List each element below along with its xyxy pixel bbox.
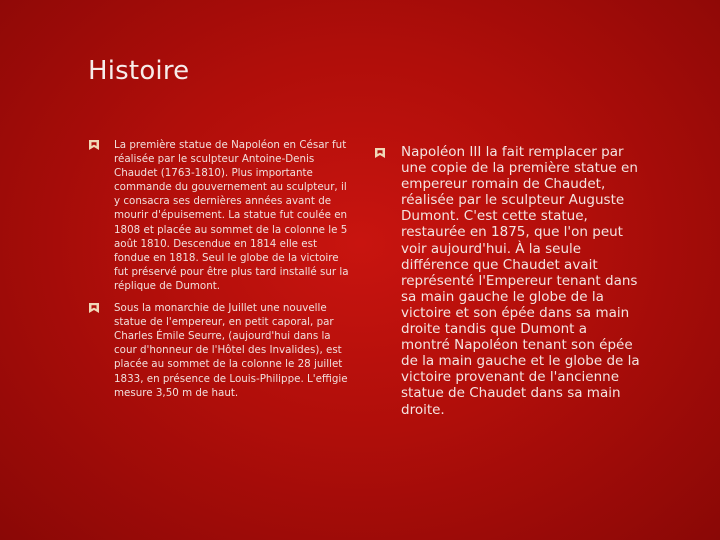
slide-title: Histoire	[88, 56, 190, 86]
bullet-item	[372, 144, 640, 418]
pennant-bullet-icon	[374, 147, 386, 159]
bullet-text: Sous la monarchie de Juillet une nouvelle statue de l'empereur, en petit caporal, par Charles Émile Seurre, (aujourd'hui dans la cour d'honneur de l'Hôtel des Invalides), est placée au sommet de la colonne le 28 juillet 1833, en présence de Louis-Philippe. L'effigie mesure 3,50 m de haut.	[114, 302, 348, 399]
bullet-text: La première statue de Napoléon en César fut réalisée par le sculpteur Antoine-Denis Chaudet (1763-1810). Plus importante commande du gouvernement au sculpteur, il y consacra ses dernières années avant de mourir d'épuisement. La statue fut coulée en 1808 et placée au sommet de la colonne le 5 août 1810. Descendue en 1814 elle est fondue en 1818. Seul le globe de la victoire fut préservé pour être plus tard installé sur la réplique de Dumont.	[114, 139, 349, 292]
bullet-text: Napoléon III la fait remplacer par une copie de la première statue en empereur romain de Chaudet, réalisée par le sculpteur Auguste Dumont. C'est cette statue, restaurée en 1875, que l'on peut voir aujourd'hui. À la seule différence que Chaudet avait représenté l'Empereur tenant dans sa main gauche le globe de la victoire et son épée dans sa main droite tandis que Dumont a montré Napoléon tenant son épée de la main gauche et le globe de la victoire provenant de l'ancienne statue de Chaudet dans sa main droite.	[401, 144, 640, 418]
bullet-item	[86, 138, 352, 293]
left-column	[86, 138, 352, 400]
pennant-bullet-icon	[88, 302, 100, 314]
pennant-bullet-icon	[88, 139, 100, 151]
right-column	[372, 144, 640, 418]
bullet-item	[86, 301, 352, 400]
